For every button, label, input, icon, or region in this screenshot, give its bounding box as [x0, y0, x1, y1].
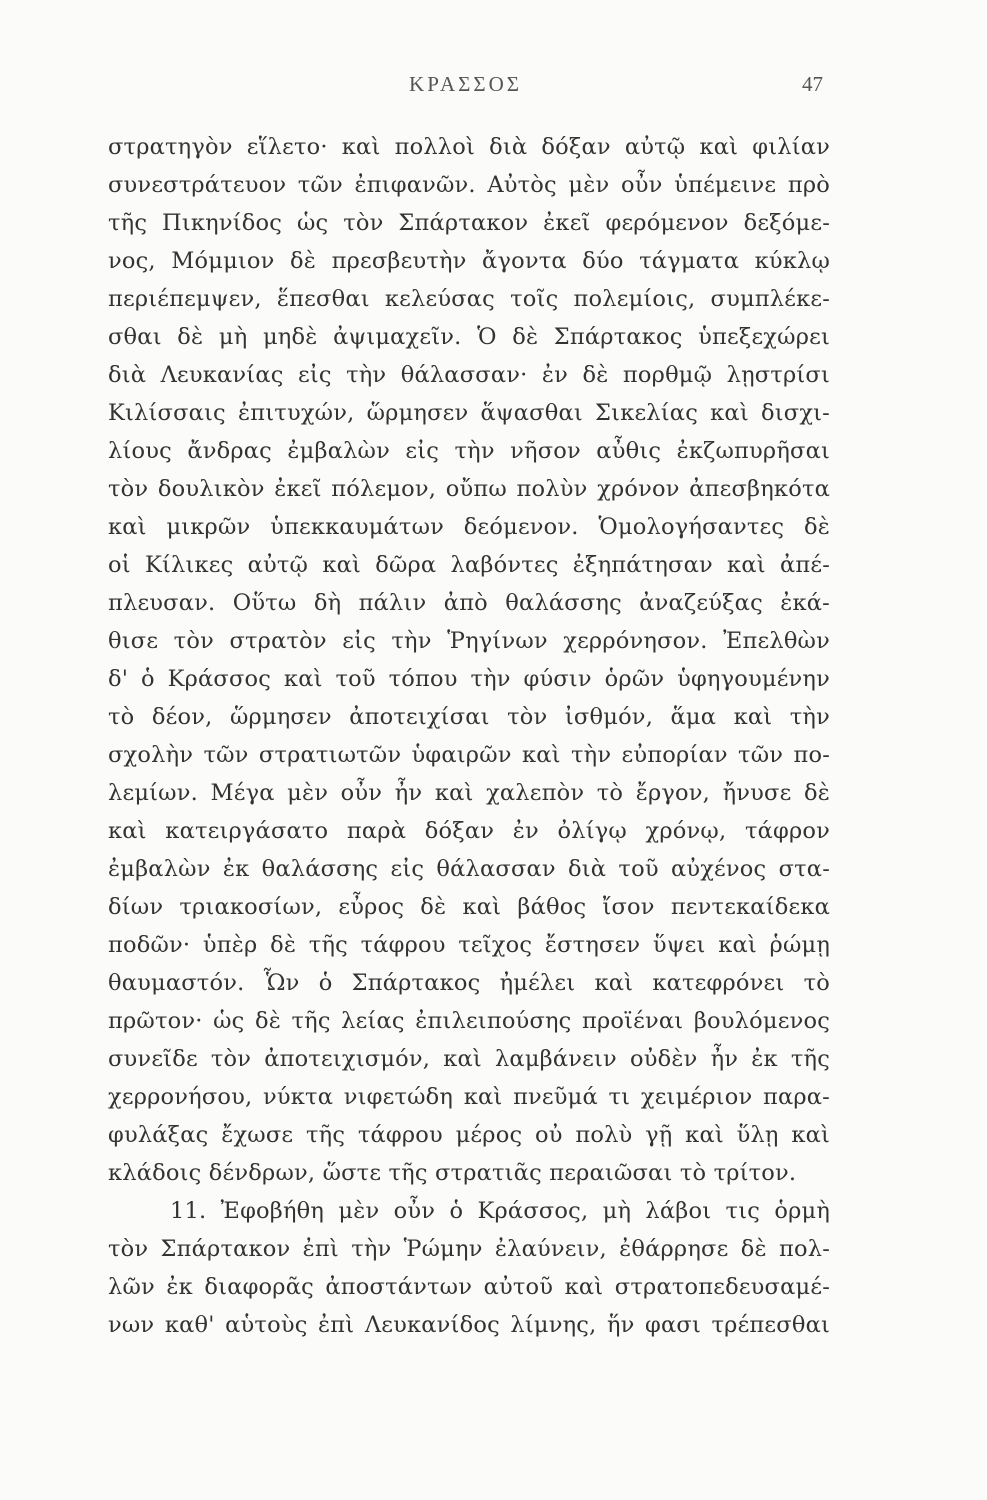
text-line: φυλάξας ἔχωσε τῆς τάφρου μέρος οὐ πολὺ γῇ καὶ ὕλῃ καὶ	[108, 1122, 830, 1148]
text-line: δ' ὁ Κράσσος καὶ τοῦ τόπου τὴν φύσιν ὁρῶν ὑφηγουμένην	[108, 666, 830, 692]
text-line: καὶ κατειργάσατο παρὰ δόξαν ἐν ὀλίγῳ χρόνῳ, τάφρον	[108, 818, 830, 844]
text-line: τὸν δουλικὸν ἐκεῖ πόλεμον, οὔπω πολὺν χρόνον ἀπεσβηκότα	[108, 476, 830, 502]
text-line: οἱ Κίλικες αὐτῷ καὶ δῶρα λαβόντες ἐξηπάτησαν καὶ ἀπέ-	[108, 552, 830, 578]
text-line: νων καθ' αὑτοὺς ἐπὶ Λευκανίδος λίμνης, ἥν φασι τρέπεσθαι	[108, 1312, 830, 1338]
text-line: λῶν ἐκ διαφορᾶς ἀποστάντων αὐτοῦ καὶ στρατοπεδευσαμέ-	[108, 1274, 830, 1300]
text-line: συνεστράτευον τῶν ἐπιφανῶν. Αὐτὸς μὲν οὖν ὑπέμεινε πρὸ	[108, 172, 830, 198]
paragraph-end-line: κλάδοις δένδρων, ὥστε τῆς στρατιᾶς περαιῶσαι τὸ τρίτον.	[108, 1160, 797, 1186]
text-line: Κιλίσσαις ἐπιτυχών, ὥρμησεν ἅψασθαι Σικελίας καὶ δισχι-	[108, 400, 830, 426]
text-line: καὶ μικρῶν ὑπεκκαυμάτων δεόμενον. Ὁμολογήσαντες δὲ	[108, 514, 830, 540]
page-number: 47	[802, 72, 823, 96]
text-line: συνεῖδε τὸν ἀποτειχισμόν, καὶ λαμβάνειν οὐδὲν ἦν ἐκ τῆς	[108, 1046, 830, 1072]
text-line: χερρονήσου, νύκτα νιφετώδη καὶ πνεῦμά τι χειμέριον παρα-	[108, 1084, 830, 1110]
text-line: τὸ δέον, ὥρμησεν ἀποτειχίσαι τὸν ἰσθμόν, ἅμα καὶ τὴν	[108, 704, 830, 730]
body-text	[108, 128, 830, 1344]
text-line: λίους ἄνδρας ἐμβαλὼν εἰς τὴν νῆσον αὖθις ἐκζωπυρῆσαι	[108, 438, 830, 464]
text-line: δίων τριακοσίων, εὖρος δὲ καὶ βάθος ἴσον πεντεκαίδεκα	[108, 894, 830, 920]
text-line: διὰ Λευκανίας εἰς τὴν θάλασσαν· ἐν δὲ πορθμῷ λῃστρίσι	[108, 362, 830, 388]
text-line: θαυμαστόν. Ὧν ὁ Σπάρτακος ἠμέλει καὶ κατεφρόνει τὸ	[108, 970, 830, 996]
text-line: ποδῶν· ὑπὲρ δὲ τῆς τάφρου τεῖχος ἔστησεν ὕψει καὶ ῥώμῃ	[108, 932, 830, 958]
text-line: θισε τὸν στρατὸν εἰς τὴν Ῥηγίνων χερρόνησον. Ἐπελθὼν	[108, 628, 830, 654]
text-line: σθαι δὲ μὴ μηδὲ ἀψιμαχεῖν. Ὁ δὲ Σπάρτακος ὑπεξεχώρει	[108, 324, 830, 350]
text-line: σχολὴν τῶν στρατιωτῶν ὑφαιρῶν καὶ τὴν εὐπορίαν τῶν πο-	[108, 742, 830, 768]
text-line: ἐμβαλὼν ἐκ θαλάσσης εἰς θάλασσαν διὰ τοῦ αὐχένος στα-	[108, 856, 830, 882]
text-line: τῆς Πικηνίδος ὡς τὸν Σπάρτακον ἐκεῖ φερόμενον δεξόμε-	[108, 210, 830, 236]
section-start-line: 11. Ἐφοβήθη μὲν οὖν ὁ Κράσσος, μὴ λάβοι τις ὁρμὴ	[170, 1198, 830, 1224]
running-head: ΚΡΑΣΣΟΣ	[409, 72, 522, 96]
text-line: νος, Μόμμιον δὲ πρεσβευτὴν ἄγοντα δύο τάγματα κύκλῳ	[108, 248, 830, 274]
text-line: στρατηγὸν εἵλετο· καὶ πολλοὶ διὰ δόξαν αὐτῷ καὶ φιλίαν	[108, 134, 830, 160]
text-line: πρῶτον· ὡς δὲ τῆς λείας ἐπιλειπούσης προϊέναι βουλόμενος	[108, 1008, 830, 1034]
text-line: πλευσαν. Οὕτω δὴ πάλιν ἀπὸ θαλάσσης ἀναζεύξας ἐκά-	[108, 590, 830, 616]
page-header	[108, 72, 823, 102]
text-line: περιέπεμψεν, ἕπεσθαι κελεύσας τοῖς πολεμίοις, συμπλέκε-	[108, 286, 830, 312]
text-line: τὸν Σπάρτακον ἐπὶ τὴν Ῥώμην ἐλαύνειν, ἐθάρρησε δὲ πολ-	[108, 1236, 830, 1262]
text-line: λεμίων. Μέγα μὲν οὖν ἦν καὶ χαλεπὸν τὸ ἔργον, ἤνυσε δὲ	[108, 780, 830, 806]
